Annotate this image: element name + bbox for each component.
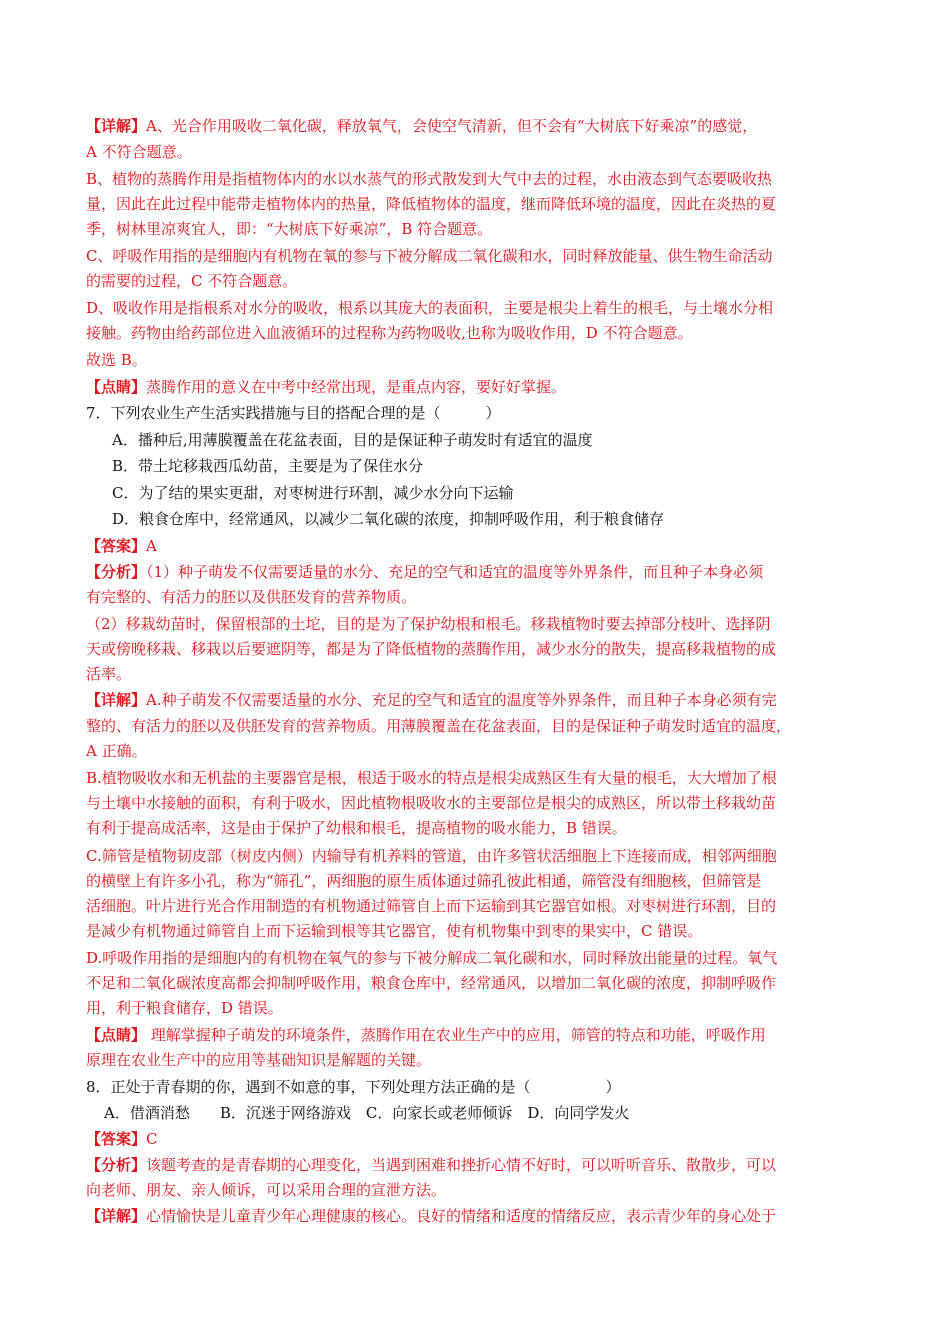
- section-tag: 【详解】: [86, 1207, 147, 1225]
- text-line: 活率。: [86, 665, 132, 683]
- line-text: 心情愉快是儿童青少年心理健康的核心。良好的情绪和适度的情绪反应，表示青少年的身心处于: [146, 1207, 777, 1225]
- analysis-line: [86, 562, 763, 582]
- text-line: 接触。药物由给药部位进入血液循环的过程称为药物吸收,也称为吸收作用，D 不符合题意。: [86, 324, 693, 342]
- tip-line: [86, 1025, 766, 1045]
- text-line: 天或傍晚移栽、移栽以后要遮阴等，都是为了降低植物的蒸腾作用，减少水分的散失，提高移栽植物的成: [86, 640, 777, 658]
- answer-line: [86, 1129, 158, 1149]
- text-line: C、呼吸作用指的是细胞内有机物在氧的参与下被分解成二氧化碳和水，同时释放能量、供生物生命活动: [86, 247, 773, 265]
- text-line: A 正确。: [86, 742, 147, 760]
- analysis-line: [86, 1155, 776, 1175]
- question-8-options: A．借酒消愁 B．沉迷于网络游戏 C．向家长或老师倾诉 D．向同学发火: [104, 1104, 630, 1122]
- text-line: （2）移栽幼苗时，保留根部的土坨，目的是为了保护幼根和根毛。移栽植物时要去掉部分枝叶、选择阴: [86, 615, 771, 633]
- question-7-option-d: D．粮食仓库中，经常通风，以减少二氧化碳的浓度，抑制呼吸作用，利于粮食储存: [112, 510, 665, 528]
- line-text: C: [146, 1130, 158, 1148]
- section-tag: 【详解】: [86, 691, 147, 709]
- line-text: （1）种子萌发不仅需要适量的水分、充足的空气和适宜的温度等外界条件，而且种子本身必须: [146, 563, 764, 581]
- text-line: D、吸收作用是指根系对水分的吸收，根系以其庞大的表面积，主要是根尖上着生的根毛，与土壤水分相: [86, 299, 774, 317]
- text-line: A 不符合题意。: [86, 143, 192, 161]
- line-text: A: [146, 537, 157, 555]
- text-line: 季，树林里凉爽宜人，即：“大树底下好乘凉”，B 符合题意。: [86, 220, 493, 238]
- section-tag: 【点睛】: [86, 378, 147, 396]
- text-line: C.筛管是植物韧皮部（树皮内侧）内输导有机养料的管道，由许多管状活细胞上下连接而成，相邻两细胞: [86, 847, 777, 865]
- question-7-option-b: B．带土坨移栽西瓜幼苗，主要是为了保住水分: [112, 457, 424, 475]
- text-line: 不足和二氧化碳浓度高都会抑制呼吸作用，粮食仓库中，经常通风，以增加二氧化碳的浓度，抑制呼吸作: [86, 974, 777, 992]
- text-line: B、植物的蒸腾作用是指植物体内的水以水蒸气的形式散发到大气中去的过程，水由液态到气态要吸收热: [86, 170, 773, 188]
- text-line: 量，因此在此过程中能带走植物体内的热量，降低植物体的温度，继而降低环境的温度，因此在炎热的夏: [86, 195, 777, 213]
- detail-heading-line: [86, 116, 757, 136]
- text-line: 有完整的、有活力的胚以及供胚发育的营养物质。: [86, 588, 417, 606]
- answer-line: [86, 536, 157, 556]
- line-text: A、光合作用吸收二氧化碳，释放氧气，会使空气清新，但不会有“大树底下好乘凉”的感觉，: [146, 117, 758, 135]
- text-line: 有利于提高成活率，这是由于保护了幼根和根毛，提高植物的吸水能力，B 错误。: [86, 819, 627, 837]
- text-line: 故选 B。: [86, 351, 147, 369]
- section-tag: 【分析】: [86, 563, 147, 581]
- question-7-option-a: A．播种后,用薄膜覆盖在花盆表面，目的是保证种子萌发时有适宜的温度: [112, 431, 593, 449]
- tip-line: [86, 377, 566, 397]
- line-text: 蒸腾作用的意义在中考中经常出现，是重点内容，要好好掌握。: [146, 378, 567, 396]
- question-7-stem: 7．下列农业生产生活实践措施与目的搭配合理的是（ ）: [86, 404, 501, 422]
- question-8-stem: 8．正处于青春期的你，遇到不如意的事，下列处理方法正确的是（ ）: [86, 1078, 621, 1096]
- line-text: 理解掌握种子萌发的环境条件，蒸腾作用在农业生产中的应用，筛管的特点和功能，呼吸作用: [146, 1026, 766, 1044]
- text-line: 向老师、朋友、亲人倾诉，可以采用合理的宣泄方法。: [86, 1181, 447, 1199]
- detail-line: [86, 1206, 776, 1226]
- section-tag: 【分析】: [86, 1156, 147, 1174]
- section-tag: 【详解】: [86, 117, 147, 135]
- line-text: A.种子萌发不仅需要适量的水分、充足的空气和适宜的温度等外界条件，而且种子本身必须有完: [146, 691, 777, 709]
- section-tag: 【答案】: [86, 537, 147, 555]
- text-line: 与土壤中水接触的面积，有利于吸水，因此植物根吸收水的主要部位是根尖的成熟区，所以带土移栽幼苗: [86, 794, 777, 812]
- section-tag: 【答案】: [86, 1130, 147, 1148]
- section-tag: 【点睛】: [86, 1026, 147, 1044]
- text-line: 用，利于粮食储存，D 错误。: [86, 999, 283, 1017]
- question-7-option-c: C．为了结的果实更甜，对枣树进行环割，减少水分向下运输: [112, 484, 514, 502]
- text-line: B.植物吸收水和无机盐的主要器官是根，根适于吸水的特点是根尖成熟区生有大量的根毛，大大增加了根: [86, 769, 777, 787]
- detail-line: [86, 690, 777, 710]
- text-line: 是减少有机物通过筛管自上而下运输到根等其它器官，使有机物集中到枣的果实中，C 错误。: [86, 922, 703, 940]
- line-text: 该题考查的是青春期的心理变化，当遇到困难和挫折心情不好时，可以听听音乐、散散步，可以: [146, 1156, 777, 1174]
- text-line: 活细胞。叶片进行光合作用制造的有机物通过筛管自上而下运输到其它器官如根。对枣树进行环割，目的: [86, 897, 777, 915]
- text-line: D.呼吸作用指的是细胞内的有机物在氧气的参与下被分解成二氧化碳和水，同时释放出能量的过程。氧气: [86, 949, 778, 967]
- text-line: 原理在农业生产中的应用等基础知识是解题的关键。: [86, 1051, 432, 1069]
- text-line: 整的、有活力的胚以及供胚发育的营养物质。用薄膜覆盖在花盆表面，目的是保证种子萌发时适宜的温度，: [86, 717, 792, 735]
- text-line: 的横壁上有许多小孔，称为“筛孔”，两细胞的原生质体通过筛孔彼此相通，筛管没有细胞核，但筛管是: [86, 872, 762, 890]
- text-line: 的需要的过程，C 不符合题意。: [86, 272, 298, 290]
